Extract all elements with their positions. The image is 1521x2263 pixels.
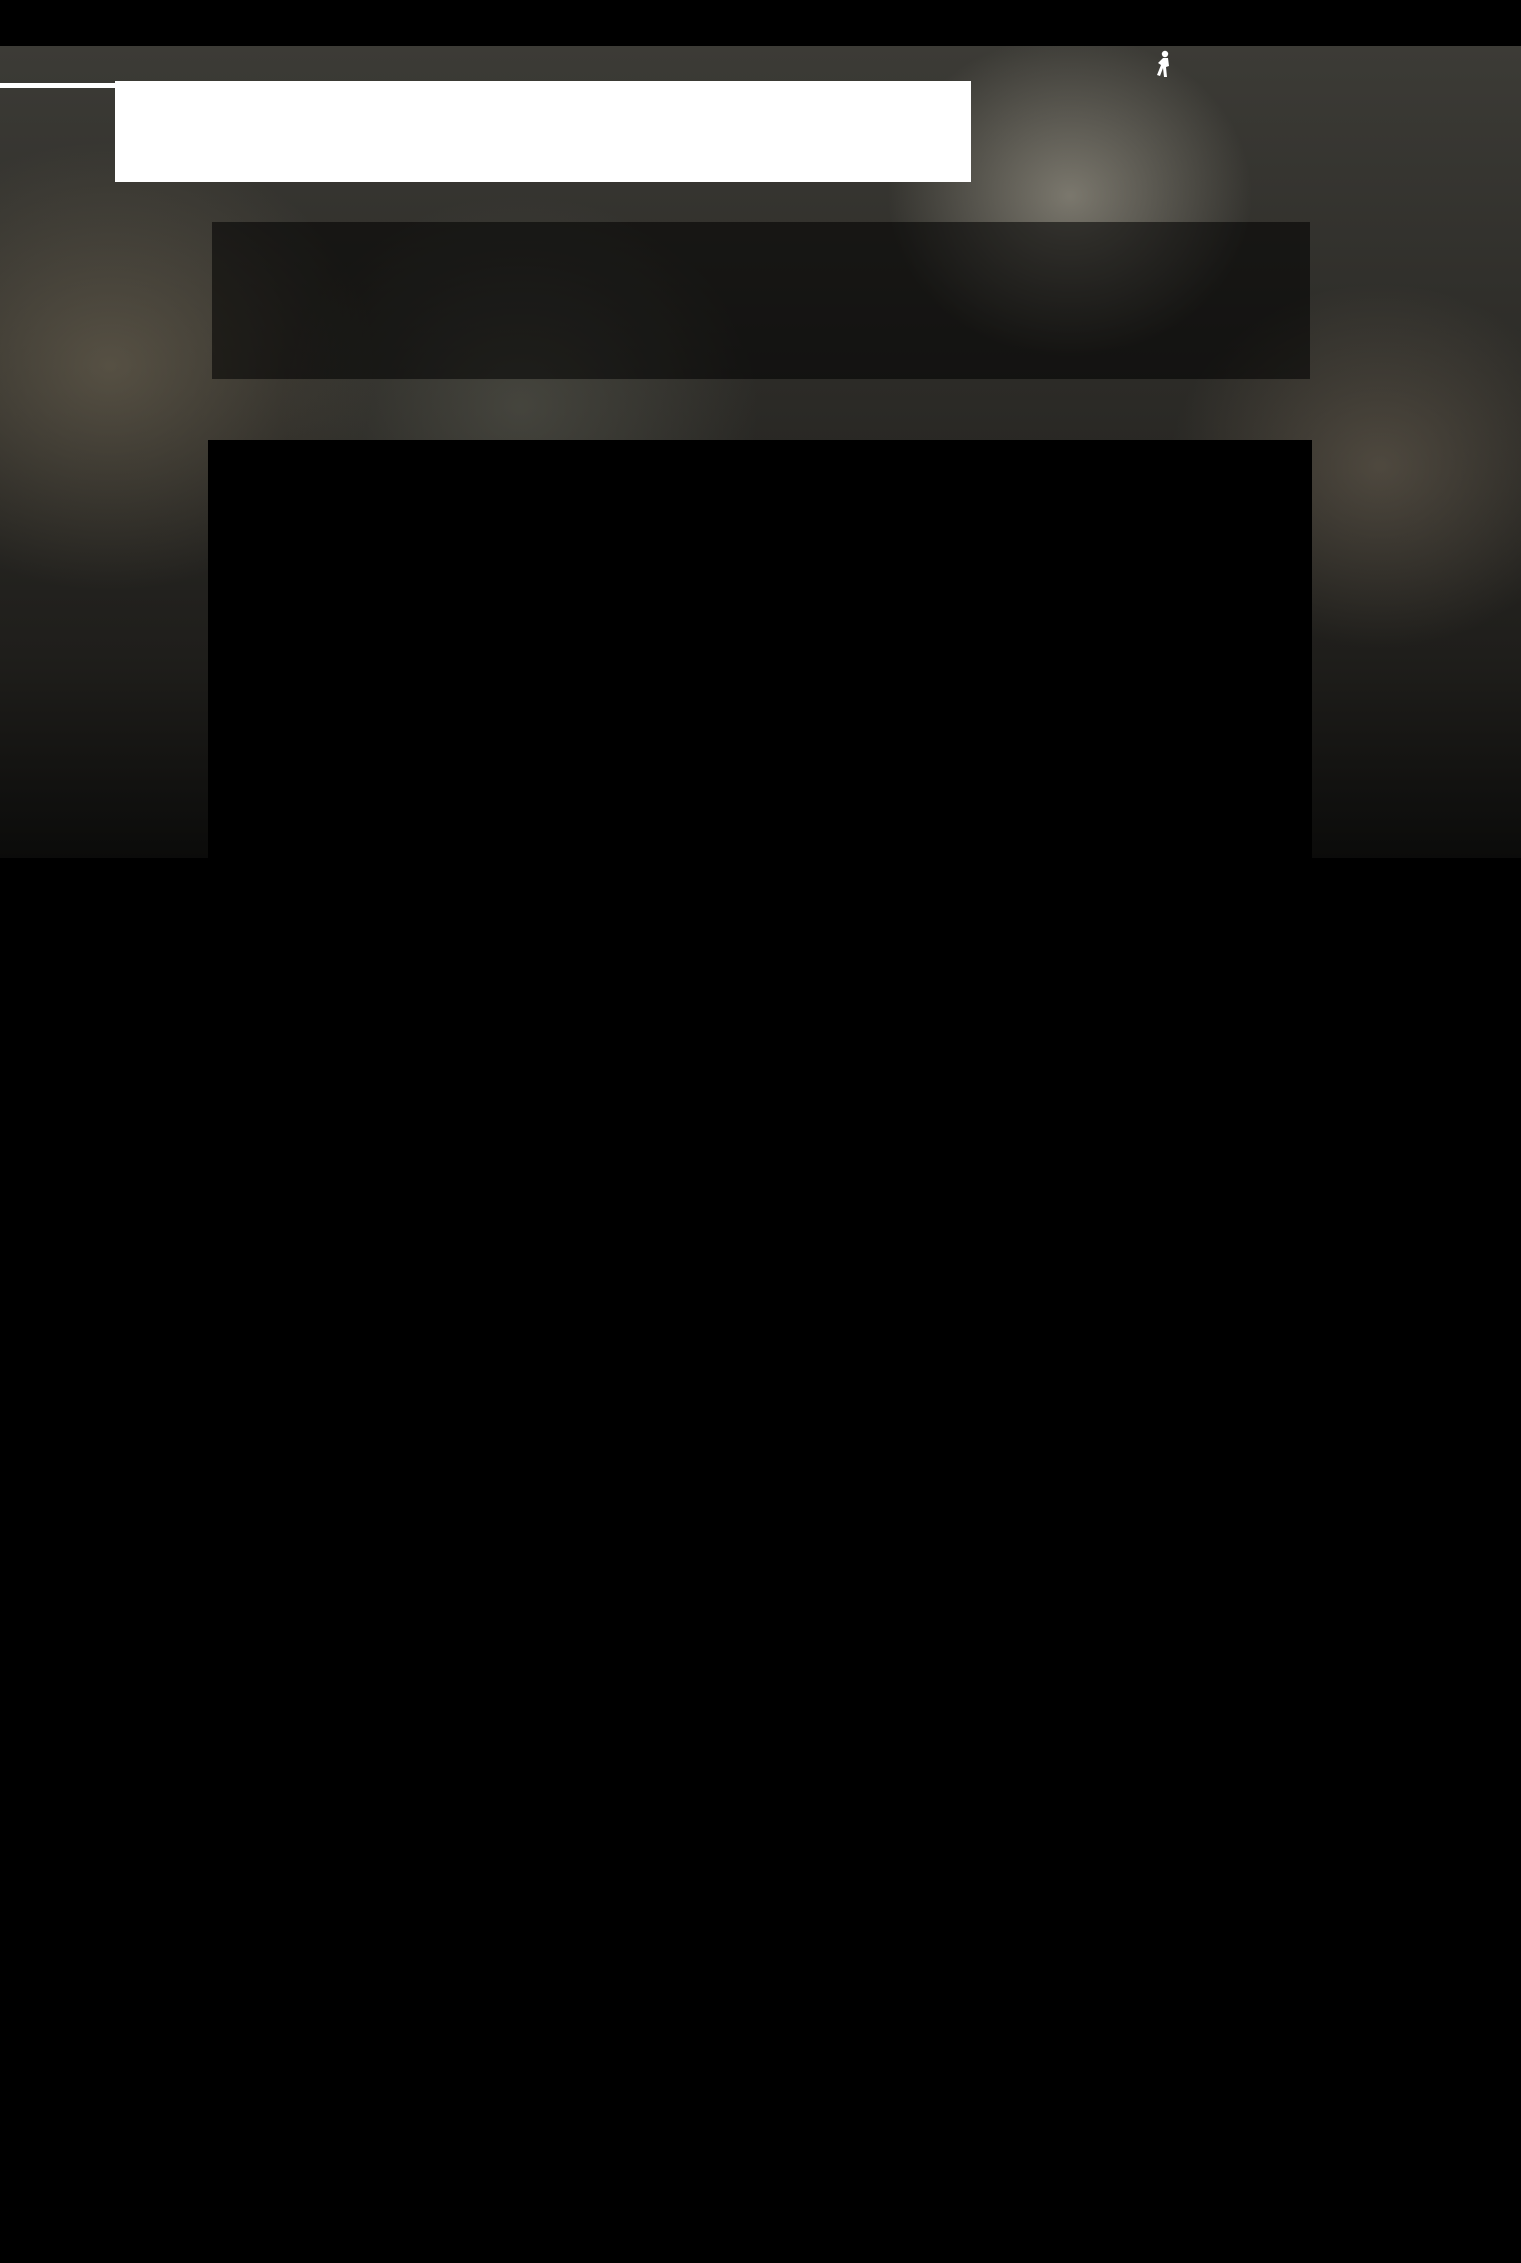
agent-figure-icon bbox=[1154, 50, 1174, 78]
division-logo bbox=[1150, 50, 1445, 130]
title-accent-line bbox=[0, 83, 115, 88]
legend-panel bbox=[212, 222, 1310, 379]
title-banner bbox=[115, 81, 971, 182]
stat-roll-table bbox=[208, 440, 1312, 2145]
